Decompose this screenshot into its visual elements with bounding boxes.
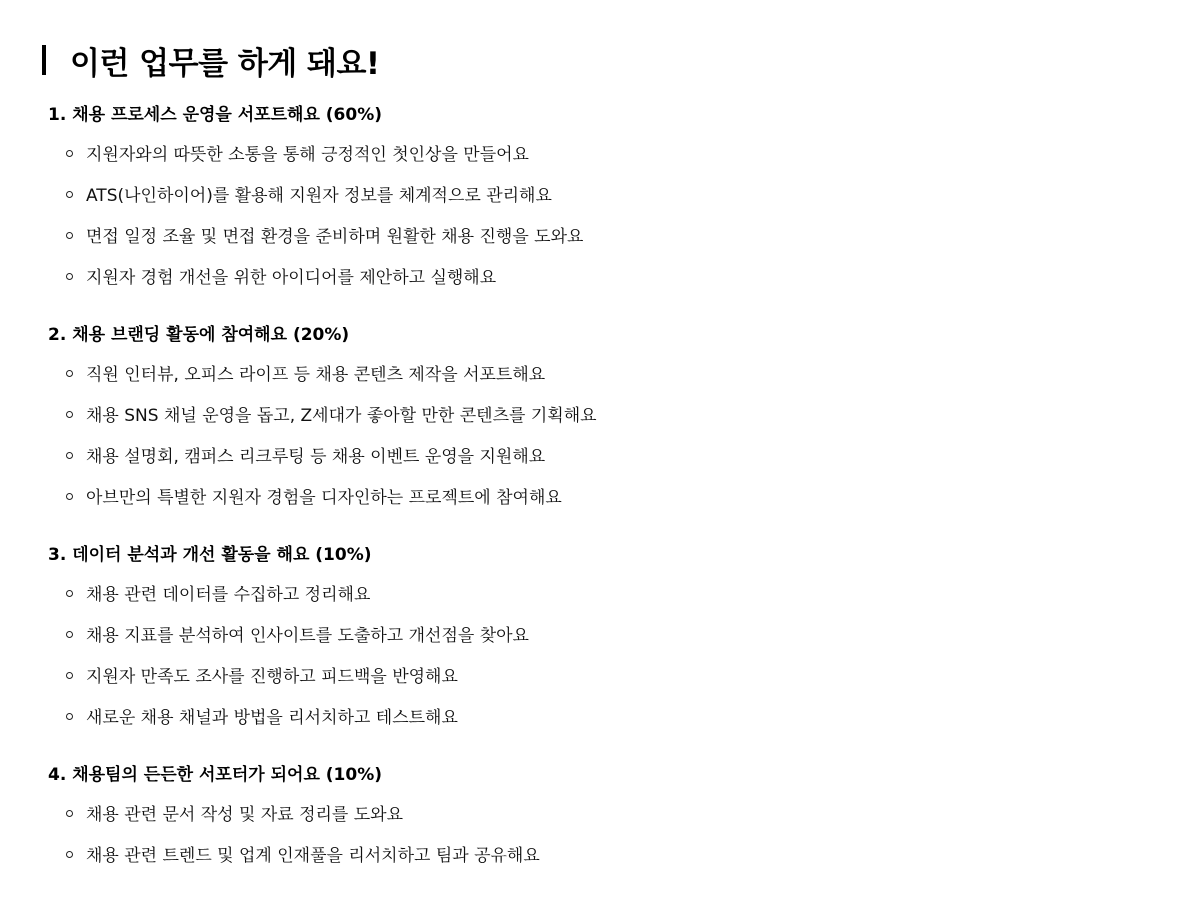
- section-item-list: [48, 572, 529, 736]
- section-data-analysis: [48, 542, 529, 736]
- list-item: [48, 695, 529, 736]
- list-item-text: 지원자와의 따뜻한 소통을 통해 긍정적인 첫인상을 만들어요: [86, 145, 529, 165]
- hollow-bullet-icon: [66, 851, 73, 858]
- list-item: [48, 214, 583, 255]
- list-item-text: 아브만의 특별한 지원자 경험을 디자인하는 프로젝트에 참여해요: [86, 488, 562, 508]
- list-item-text: 직원 인터뷰, 오피스 라이프 등 채용 콘텐츠 제작을 서포트해요: [86, 365, 546, 385]
- list-item-text: 지원자 만족도 조사를 진행하고 피드백을 반영해요: [86, 667, 458, 687]
- section-item-list: [48, 352, 597, 516]
- page-title: 이런 업무를 하게 돼요!: [70, 45, 380, 82]
- hollow-bullet-icon: [66, 370, 73, 377]
- list-item-text: 새로운 채용 채널과 방법을 리서치하고 테스트해요: [86, 708, 458, 728]
- hollow-bullet-icon: [66, 590, 73, 597]
- list-item-text: 채용 관련 문서 작성 및 자료 정리를 도와요: [86, 805, 404, 825]
- hollow-bullet-icon: [66, 273, 73, 280]
- list-item-text: 면접 일정 조율 및 면접 환경을 준비하며 원활한 채용 진행을 도와요: [86, 227, 584, 247]
- list-item: [48, 572, 529, 613]
- list-item: [48, 475, 597, 516]
- hollow-bullet-icon: [66, 150, 73, 157]
- hollow-bullet-icon: [66, 810, 73, 817]
- title-accent-bar: [42, 45, 46, 75]
- section-item-list: [48, 792, 540, 874]
- hollow-bullet-icon: [66, 232, 73, 239]
- list-item-text: 채용 설명회, 캠퍼스 리크루팅 등 채용 이벤트 운영을 지원해요: [86, 447, 546, 467]
- list-item: [48, 792, 540, 833]
- list-item-text: 채용 관련 트렌드 및 업계 인재풀을 리서치하고 팀과 공유해요: [86, 846, 540, 866]
- list-item: [48, 255, 583, 296]
- list-item: [48, 173, 583, 214]
- section-team-supporter: [48, 762, 540, 874]
- section-heading: 2. 채용 브랜딩 활동에 참여해요 (20%): [48, 325, 350, 345]
- hollow-bullet-icon: [66, 452, 73, 459]
- section-process-support: [48, 102, 583, 296]
- list-item-text: 채용 관련 데이터를 수집하고 정리해요: [86, 585, 371, 605]
- list-item: [48, 352, 597, 393]
- list-item-text: 지원자 경험 개선을 위한 아이디어를 제안하고 실행해요: [86, 268, 497, 288]
- list-item-text: ATS(나인하이어)를 활용해 지원자 정보를 체계적으로 관리해요: [86, 186, 552, 206]
- list-item: [48, 654, 529, 695]
- section-heading: 3. 데이터 분석과 개선 활동을 해요 (10%): [48, 545, 372, 565]
- section-branding: [48, 322, 597, 516]
- list-item: [48, 393, 597, 434]
- hollow-bullet-icon: [66, 411, 73, 418]
- hollow-bullet-icon: [66, 493, 73, 500]
- list-item-text: 채용 지표를 분석하여 인사이트를 도출하고 개선점을 찾아요: [86, 626, 529, 646]
- list-item-text: 채용 SNS 채널 운영을 돕고, Z세대가 좋아할 만한 콘텐츠를 기획해요: [86, 406, 597, 426]
- list-item: [48, 613, 529, 654]
- page-title-row: [42, 38, 380, 82]
- list-item: [48, 833, 540, 874]
- hollow-bullet-icon: [66, 672, 73, 679]
- hollow-bullet-icon: [66, 713, 73, 720]
- hollow-bullet-icon: [66, 191, 73, 198]
- section-heading: 1. 채용 프로세스 운영을 서포트해요 (60%): [48, 105, 383, 125]
- section-heading: 4. 채용팀의 든든한 서포터가 되어요 (10%): [48, 765, 383, 785]
- list-item: [48, 132, 583, 173]
- section-item-list: [48, 132, 583, 296]
- list-item: [48, 434, 597, 475]
- hollow-bullet-icon: [66, 631, 73, 638]
